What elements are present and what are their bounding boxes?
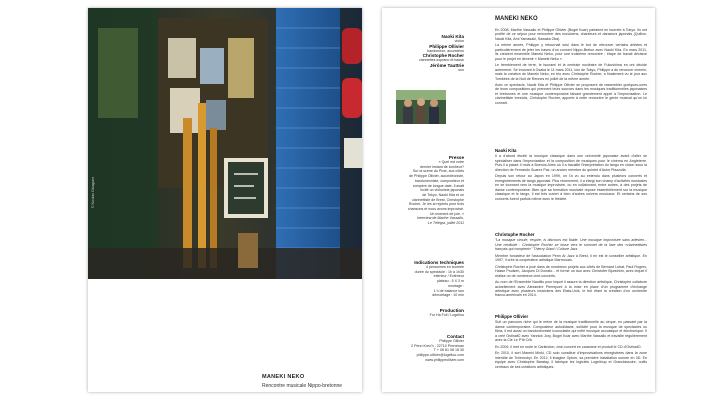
paragraph: Au nom de l'Ensemble Nautilis pour lequel il assure la direction artistique, Christophe collabore actuellement avec Alexandre Pierrepont à la mise en place d'un programme d'échange artistique avec plusieurs musiciens des Etats-Unis, le but étant la création d'un orchestre franco-américain en 2014. <box>495 280 647 298</box>
cover-page <box>88 8 362 392</box>
contact-block <box>382 334 464 363</box>
cover-title: MANEKI NEKO <box>262 374 305 380</box>
production-block <box>382 308 464 318</box>
intro-text <box>495 28 647 107</box>
contact-line: T + 06 81 08 18 30 <box>433 348 464 353</box>
press-line: bandonéoniste, compositeur et <box>414 178 464 183</box>
inside-page <box>382 8 655 392</box>
cover-photo <box>88 8 362 279</box>
press-heading: Presse <box>448 155 464 160</box>
production-line: Fur Ha Foll / Logellou <box>429 313 464 317</box>
press-source: Le Télégra, juillet 2011 <box>427 221 464 226</box>
credit-name: Philippe Ollivier <box>429 43 464 49</box>
credits-block <box>382 34 464 73</box>
tech-line: plateau : 5 X 3 m <box>436 279 464 284</box>
press-line: invité un violoniste japonais <box>420 188 464 193</box>
paragraph: En 2010, il sort Maneki Minki, CD solo constitué d'improvisations enregistrées dans la zone interdite de Tchernobyl. En 2012, il imagine Opium, sa première installation sonore en 3D. En équipe avec Christophe Baratay, il fabrique les logiciels Logelloup et Granulassoire, outils centraux de ses créations artistiques. <box>495 351 647 369</box>
contact-heading: Contact <box>446 334 464 339</box>
press-line: Sur la scène du Pixie, aux côtés <box>412 169 464 174</box>
paragraph: En 2009, il met en route le Carkindon, ciné-concert en caravane et produit le CD d'OstinatO. <box>495 344 642 349</box>
tech-line: durée du spectacle : 1h à 1h30 <box>414 269 464 274</box>
paragraph: Avec ce spectacle, Naoki Kita et Philippe Ollivier se proposent de rassembler quelques-unes de leurs compositions qui prennent leurs sources dans les musiques traditionnelles japonaises et bretonnes et une musique contemporaine faisant grandement appel à l'improvisation. Le clarinettiste brestois, Christophe Rocher, apporte à cette rencontre le génie musical qu'on lui connaît. <box>495 82 647 105</box>
press-line: dernier instant de bonheur? <box>420 164 464 169</box>
photo-credit: © Nicolas Gloaguen <box>91 176 95 208</box>
credit-role: son <box>458 68 464 73</box>
press-line: chansons et nous avons improvisé. <box>407 207 464 212</box>
bio-heading: Philippe Ollivier <box>495 314 529 319</box>
contact-line: Philippe Ollivier <box>439 339 464 343</box>
contact-email: philippe.ollivier@logellou.com <box>416 353 464 358</box>
paragraph: En 2008, Marthe Vassallo et Philippe Ollivier (Bugel Koar) partaient en tournée à Tokyo. Ils ont profité de ce séjour pour rencontrer des musiciens, chanteurs et danseurs japonais (Quillon, Naoki Kita, Ami Yamasaki, Sawaka Oka). <box>495 28 647 41</box>
press-block <box>382 155 464 226</box>
paragraph: La même année, Philippe y retournait seul dans le but de retrouver certains artistes et particulièrement de jeter les bases d'un concert Nippo-Breton avec Naoki Kita. En mars 2011, ils créaient ensemble Maneki Neko, pour une troisième rencontre ; étape de travail décisive pour le projet en devenir « Maneki Neko ». <box>495 43 647 61</box>
cover-subtitle: Rencontre musicale Nippo-bretonne <box>262 383 343 389</box>
press-line: de Tokyo, Naoki Kita et un <box>422 192 464 197</box>
paragraph: Suit un parcours riche qui le mène de la musique traditionnelle au cirque, en passant par la danse contemporaine. Compositeur autodidacte, sollicité pour la musique de spectacles ou films, il est aussi un bandonéoniste iconoclaste qui mêle musique acoustique et électronique. Il a créé OstinatO avec Yannick Jory, Bugel Koar avec Marthe Vassallo et travaille régulièrement avec la Cie Le P'tit Crik. <box>495 320 647 343</box>
paragraph: Christophe Rocher a joué dans de nombreux projets aux côtés de Bernard Lubat, Paul Rogers, Hasse Poulsen, Jacques Di Donato... et forme un duo avec Christofer Bjurström, avec lequel il réalise un de nombreux ciné-concerts. <box>495 264 647 278</box>
press-source: Interview de Marthe Vassallo, <box>416 216 464 221</box>
bio-heading: Christophe Rocher <box>495 232 535 237</box>
bio-kita <box>495 146 647 203</box>
production-heading: Production <box>439 308 464 313</box>
tech-line: montage : <box>448 283 464 288</box>
bio-ollivier <box>495 312 647 371</box>
bio-heading: Naoki Kita <box>495 148 517 153</box>
credit-name: Christophe Rocher <box>422 53 464 59</box>
inside-title: MANEKI NEKO <box>495 16 538 22</box>
credit-role: bandonéon, accordéon <box>427 48 464 53</box>
credit-role: violon <box>454 39 464 43</box>
press-line: « Quel est votre <box>438 160 464 164</box>
tech-line: 4 personnes en tournée <box>426 265 464 269</box>
tech-heading: Indications techniques <box>414 260 464 265</box>
press-line: compère de longue date. Il avait <box>412 183 464 188</box>
contact-line: 2 Penn Krec'h - 22710 Penvénan <box>411 343 464 348</box>
musicians-photo <box>396 90 446 124</box>
press-line: de Philippe Ollivier, accordéoniste, <box>409 174 464 179</box>
contact-website: www.philippeollivier.com <box>425 357 464 362</box>
paragraph: Il a d'abord étudié la musique classique dans une université japonaise avant d'aller se spécialiser dans l'improvisation et la composition de musiques pour le cinéma en Angleterre. Puis il a passé 4 mois à Buenos Aires où il a travaillé l'interprétation du tango en violon sous la direction de Fernando Suarez Paz, un ancien membre du quintet d'Astor Piazzolla. <box>495 154 647 172</box>
quote: "La musique circule, respire, is discours est fluide. Une musique improvisée sans arlésien... Une certitude : Christophe Rocher se hisse vers le sommet de la liste des «clarinettistes français qui comptent»" Thierry Giard / Culture Jazz <box>495 238 647 252</box>
tech-line: intérieur / Extérieur <box>433 274 464 279</box>
press-line: Rocher. Je les ai rejoints pour trois <box>408 202 464 207</box>
paragraph: Le tremblement de terre, le tsunami et la centrale nucléaire de Fukushima en ont décidé autrement. Se trouvant à Osaka le 11 mars 2011, loin de Tokyo, Philippe a dû renoncer chemin, mais la création de Maneki Neko, en trio avec Christophe Rocher, a finalement vu le jour aux Tombées de la Nuit de Rennes en juillet de la même année. <box>495 63 647 81</box>
paragraph: Membre fondateur de l'association Penn Ar Jazz à Brest, il en est le conseiller artistique. En 1997, il crée la coopérative artistique Marmouzic. <box>495 253 647 263</box>
credit-name: Naoki Kita <box>441 34 464 39</box>
credit-name: Jérôme Tauttrie <box>429 63 464 69</box>
press-line: clarinettiste de Brest, Christophe <box>412 197 464 202</box>
tech-line: démontage : 10 min <box>432 293 464 298</box>
paragraph: Depuis son retour au Japon en 1999, on l'a vu au entendu dans plusieurs concerts et enregistrements de tango japonais. Plus récemment, il a élargi son champ d'activités musicales en se tournant vers la musique improvisée, ou en collaborant, entre autres, à des projets de danse contemporaine. Bien que sa formation musicale repose essentiellement sur la musique classique et le tango, il est très ouvert à bien d'autres univers musicaux. Et certains de ses concerts furent parfois même avec le théâtre. <box>495 174 647 201</box>
bio-rocher <box>495 230 647 300</box>
credit-role: clarinettes soprano et basse <box>419 58 464 63</box>
tech-block <box>382 260 464 298</box>
press-line: Un moment de joie. » <box>429 211 464 216</box>
tech-line: 1 h de balance son <box>433 288 464 293</box>
